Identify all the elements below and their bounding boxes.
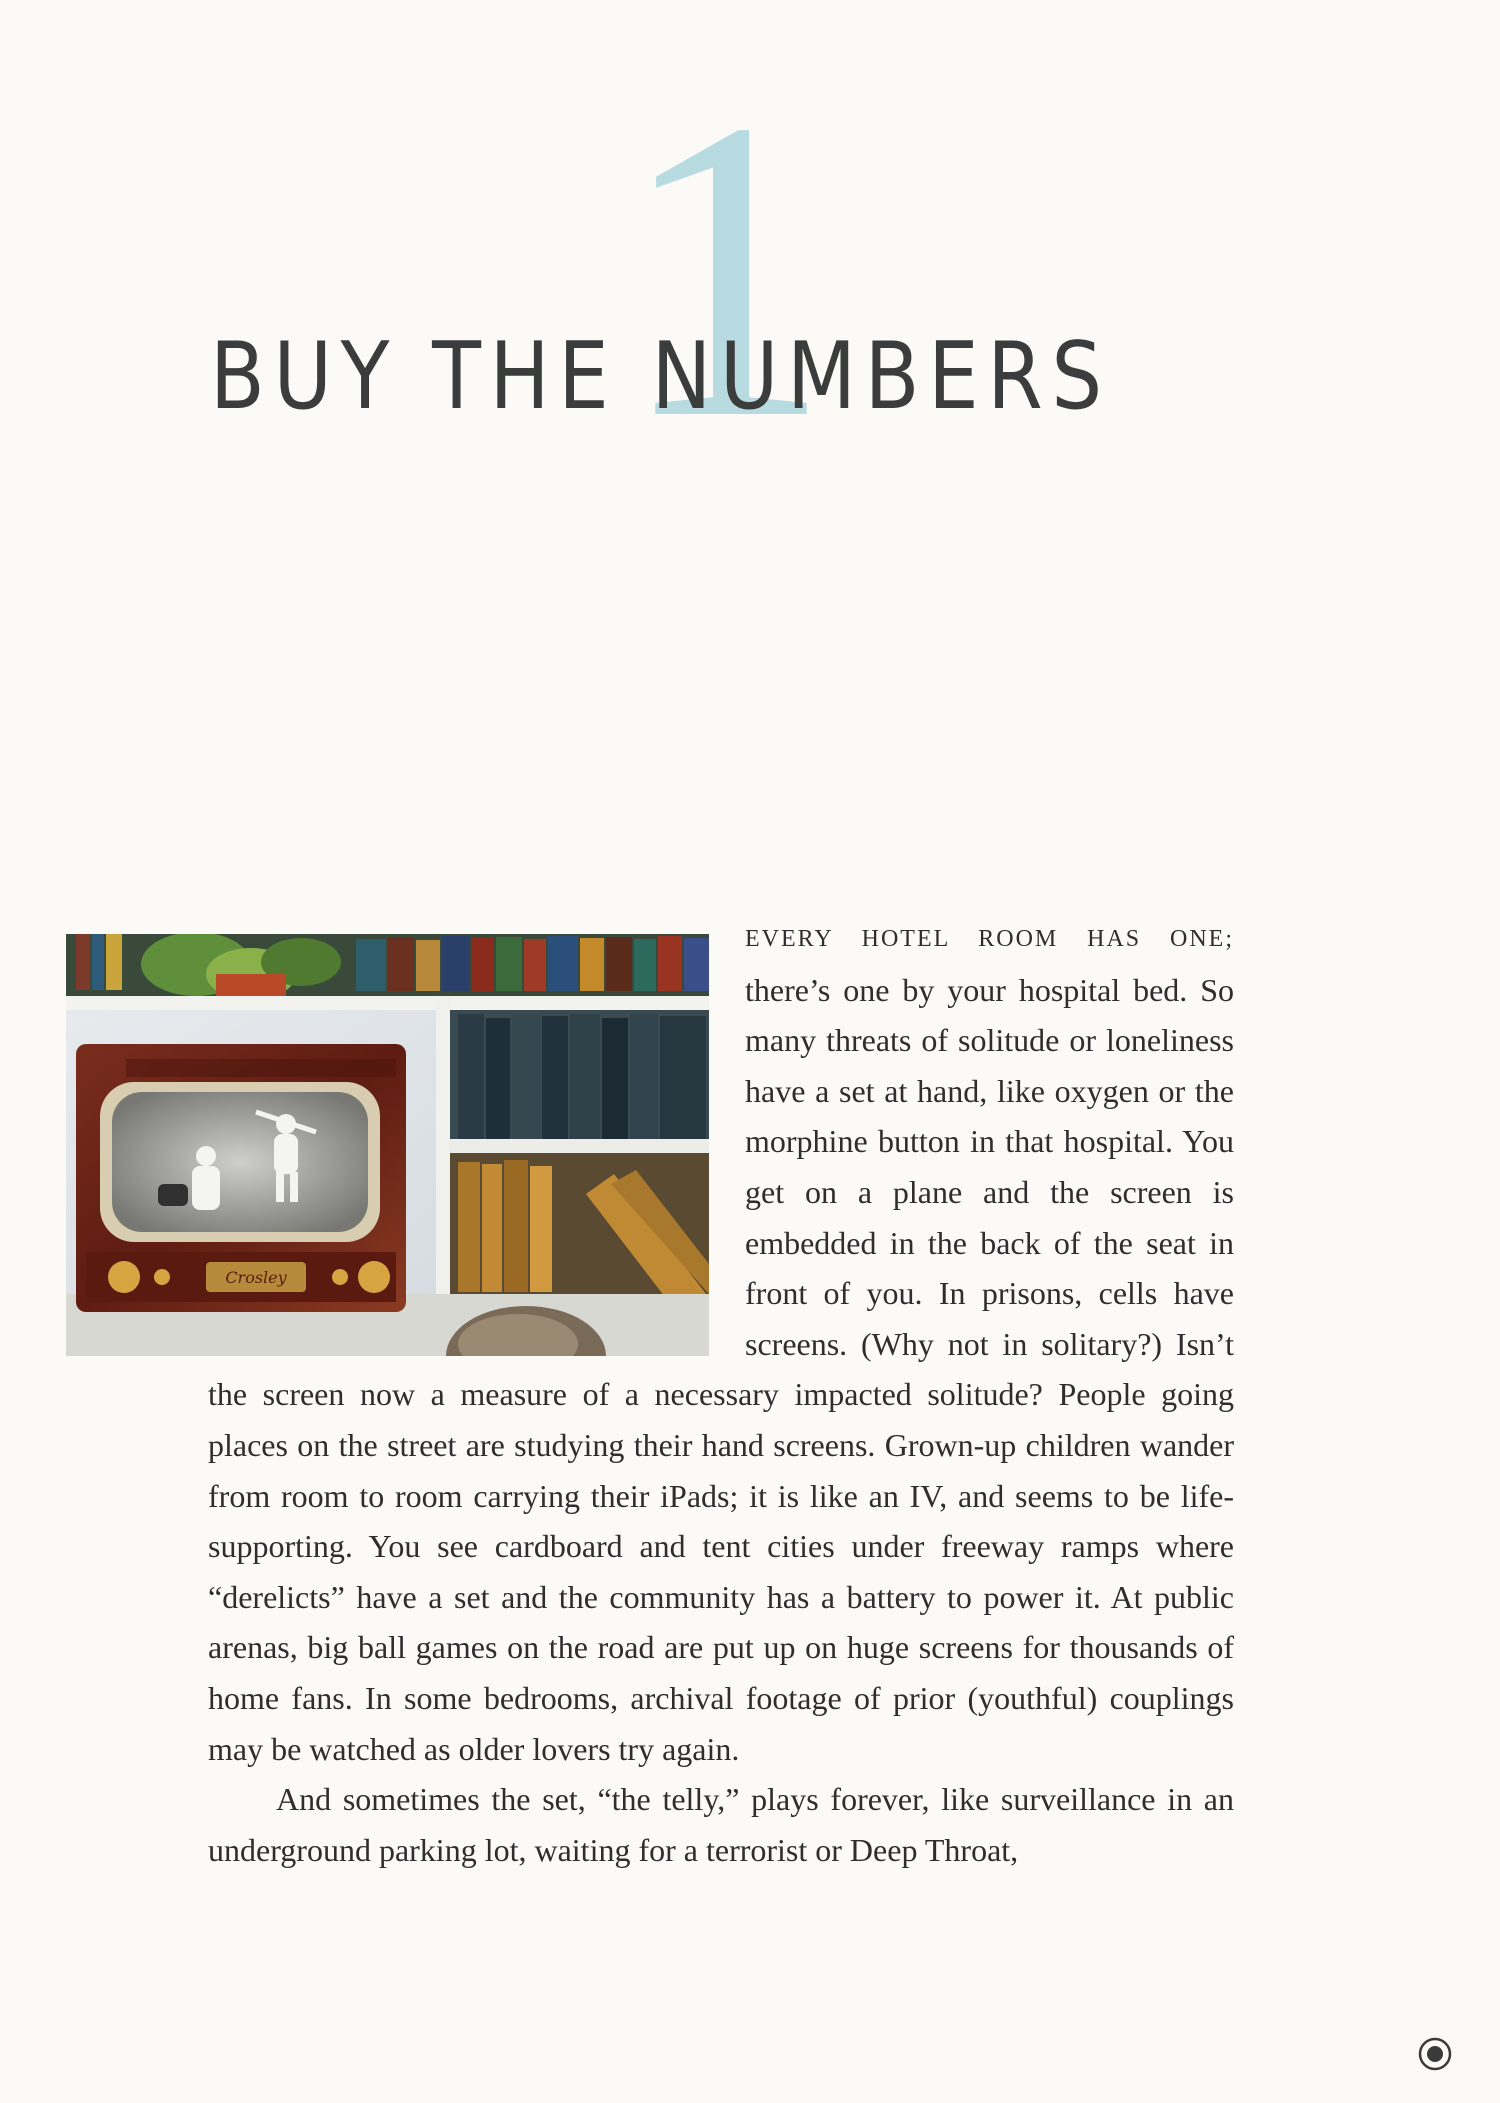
tv-knob-right (358, 1261, 390, 1293)
tv-brand-script: Crosley (225, 1268, 287, 1287)
lead-in-smallcaps: EVERY HOTEL ROOM HAS ONE; (745, 926, 1234, 952)
paragraph-1 (208, 910, 1234, 1774)
chapter-body (208, 910, 1234, 1875)
paragraph-1-text: there’s one by your hospital bed. So many threats of solitude or loneliness have a set at hand, like oxygen or the morphine button in that hospital. You get on a plane and the screen is embedded in the back of the seat in front of you. In prisons, cells have screens. (Why not in solitary?) Isn’t the screen now a measure of a necessary impacted solitude? People going places on the street are studying their hand screens. Grown-up children wander from room to room carrying their iPads; it is like an IV, and seems to be life-supporting. You see cardboard and tent cities under freeway ramps where “derelicts” have a set and the community has a battery to power it. At public arenas, big ball games on the road are put up on huge screens for thousands of home fans. In some bedrooms, archival footage of prior (youthful) couplings may be watched as older lovers try again. (208, 971, 1234, 1767)
television-photo (66, 934, 709, 1356)
paragraph-2: And sometimes the set, “the telly,” plays forever, like surveillance in an underground parking lot, waiting for a terrorist or Deep Throat, (208, 1781, 1234, 1868)
registration-mark-icon (1417, 2036, 1453, 2072)
shelf-books-upper (458, 1014, 706, 1139)
tv-knob-left (108, 1261, 140, 1293)
chapter-title: BUY THE NUMBERS (210, 322, 1111, 430)
chapter-number: 1 (617, 32, 833, 508)
tv-screen (112, 1092, 368, 1232)
